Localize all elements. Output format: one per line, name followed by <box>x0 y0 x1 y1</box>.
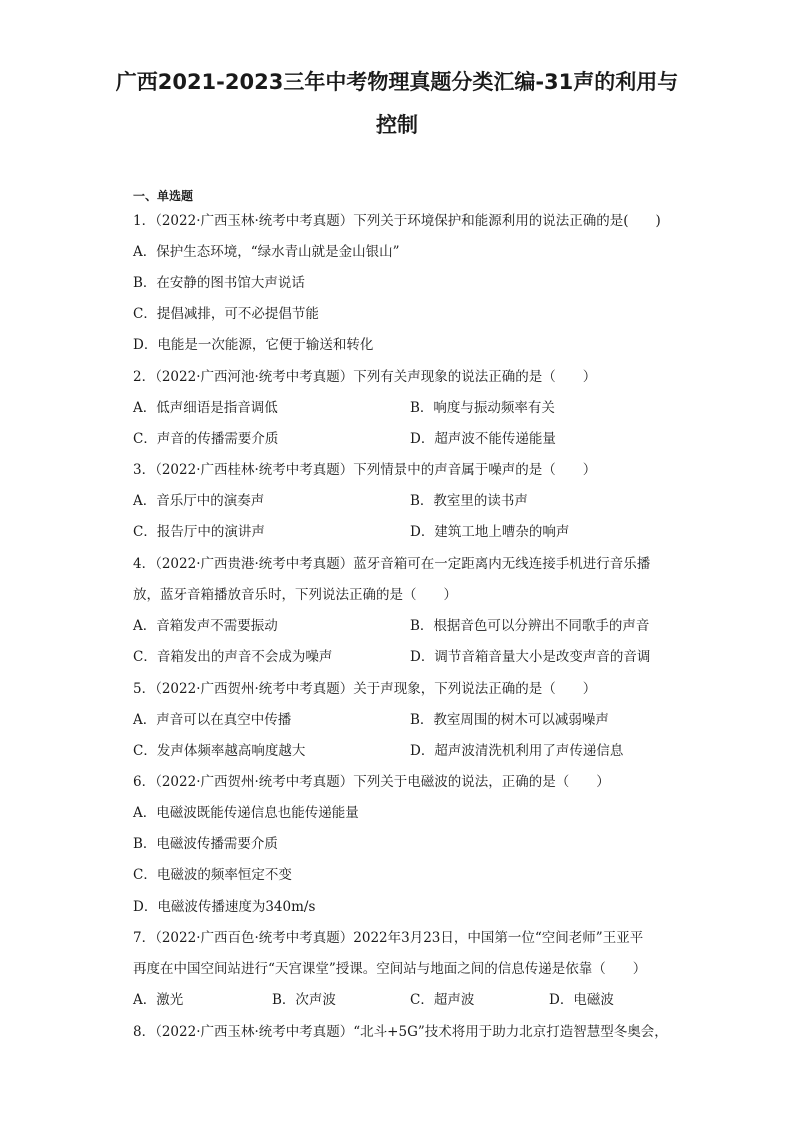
question-6-option-d: D．电磁波传播速度为340m/s <box>133 899 316 915</box>
question-1-option-b: B．在安静的图书馆大声说话 <box>133 275 305 291</box>
question-3-option-a: A．音乐厅中的演奏声 <box>133 493 265 509</box>
document-title-line-2: 控制 <box>376 113 418 137</box>
question-2-option-a: A．低声细语是指音调低 <box>133 400 278 416</box>
question-2-stem: 2．（2022·广西河池·统考中考真题）下列有关声现象的说法正确的是（ ） <box>133 369 597 385</box>
question-4-stem-line-2: 放，蓝牙音箱播放音乐时，下列说法正确的是（ ） <box>133 587 457 603</box>
question-7-option-b: B．次声波 <box>272 992 336 1008</box>
question-7-option-c: C．超声波 <box>410 992 475 1008</box>
question-6-stem: 6．（2022·广西贺州·统考中考真题）下列关于电磁波的说法，正确的是（ ） <box>133 774 610 790</box>
question-3-option-b: B．教室里的读书声 <box>410 493 528 509</box>
question-7-option-a: A．激光 <box>133 992 184 1008</box>
question-3-stem: 3．（2022·广西桂林·统考中考真题）下列情景中的声音属于噪声的是（ ） <box>133 462 597 478</box>
question-5-stem: 5．（2022·广西贺州·统考中考真题）关于声现象，下列说法正确的是（ ） <box>133 681 597 697</box>
question-1-stem: 1．（2022·广西玉林·统考中考真题）下列关于环境保护和能源利用的说法正确的是( ) <box>133 213 661 229</box>
question-7-stem-line-1: 7．（2022·广西百色·统考中考真题）2022年3月23日，中国第一位“空间老师”王亚平 <box>133 930 644 946</box>
question-5-option-a: A．声音可以在真空中传播 <box>133 712 292 728</box>
question-4-option-b: B．根据音色可以分辨出不同歌手的声音 <box>410 618 650 634</box>
question-2-option-d: D．超声波不能传递能量 <box>410 431 556 447</box>
question-7-option-d: D．电磁波 <box>549 992 614 1008</box>
question-5-option-c: C．发声体频率越高响度越大 <box>133 743 306 759</box>
question-4-option-d: D．调节音箱音量大小是改变声音的音调 <box>410 649 651 665</box>
question-4-stem-line-1: 4．（2022·广西贵港·统考中考真题）蓝牙音箱可在一定距离内无线连接手机进行音乐播 <box>133 556 651 572</box>
question-7-stem-line-2: 再度在中国空间站进行“天宫课堂”授课。空间站与地面之间的信息传递是依靠（ ） <box>133 961 647 977</box>
question-6-option-a: A．电磁波既能传递信息也能传递能量 <box>133 805 359 821</box>
question-3-option-c: C．报告厅中的演讲声 <box>133 524 265 540</box>
question-3-option-d: D．建筑工地上嘈杂的响声 <box>410 524 570 540</box>
question-8-stem: 8．（2022·广西玉林·统考中考真题）“北斗+5G”技术将用于助力北京打造智慧型冬奥会， <box>133 1024 668 1040</box>
section-heading: 一、单选题 <box>133 189 194 203</box>
question-5-option-d: D．超声波清洗机利用了声传递信息 <box>410 743 624 759</box>
question-6-option-c: C．电磁波的频率恒定不变 <box>133 867 292 883</box>
question-1-option-c: C．提倡减排，可不必提倡节能 <box>133 306 319 322</box>
document-title-line-1: 广西2021-2023三年中考物理真题分类汇编-31声的利用与 <box>115 70 679 94</box>
question-1-option-a: A．保护生态环境，“绿水青山就是金山银山” <box>133 244 400 260</box>
question-2-option-b: B．响度与振动频率有关 <box>410 400 555 416</box>
question-2-option-c: C．声音的传播需要介质 <box>133 431 279 447</box>
question-5-option-b: B．教室周围的树木可以减弱噪声 <box>410 712 609 728</box>
question-4-option-c: C．音箱发出的声音不会成为噪声 <box>133 649 333 665</box>
question-4-option-a: A．音箱发声不需要振动 <box>133 618 278 634</box>
question-1-option-d: D．电能是一次能源，它便于输送和转化 <box>133 337 374 353</box>
question-6-option-b: B．电磁波传播需要介质 <box>133 836 278 852</box>
